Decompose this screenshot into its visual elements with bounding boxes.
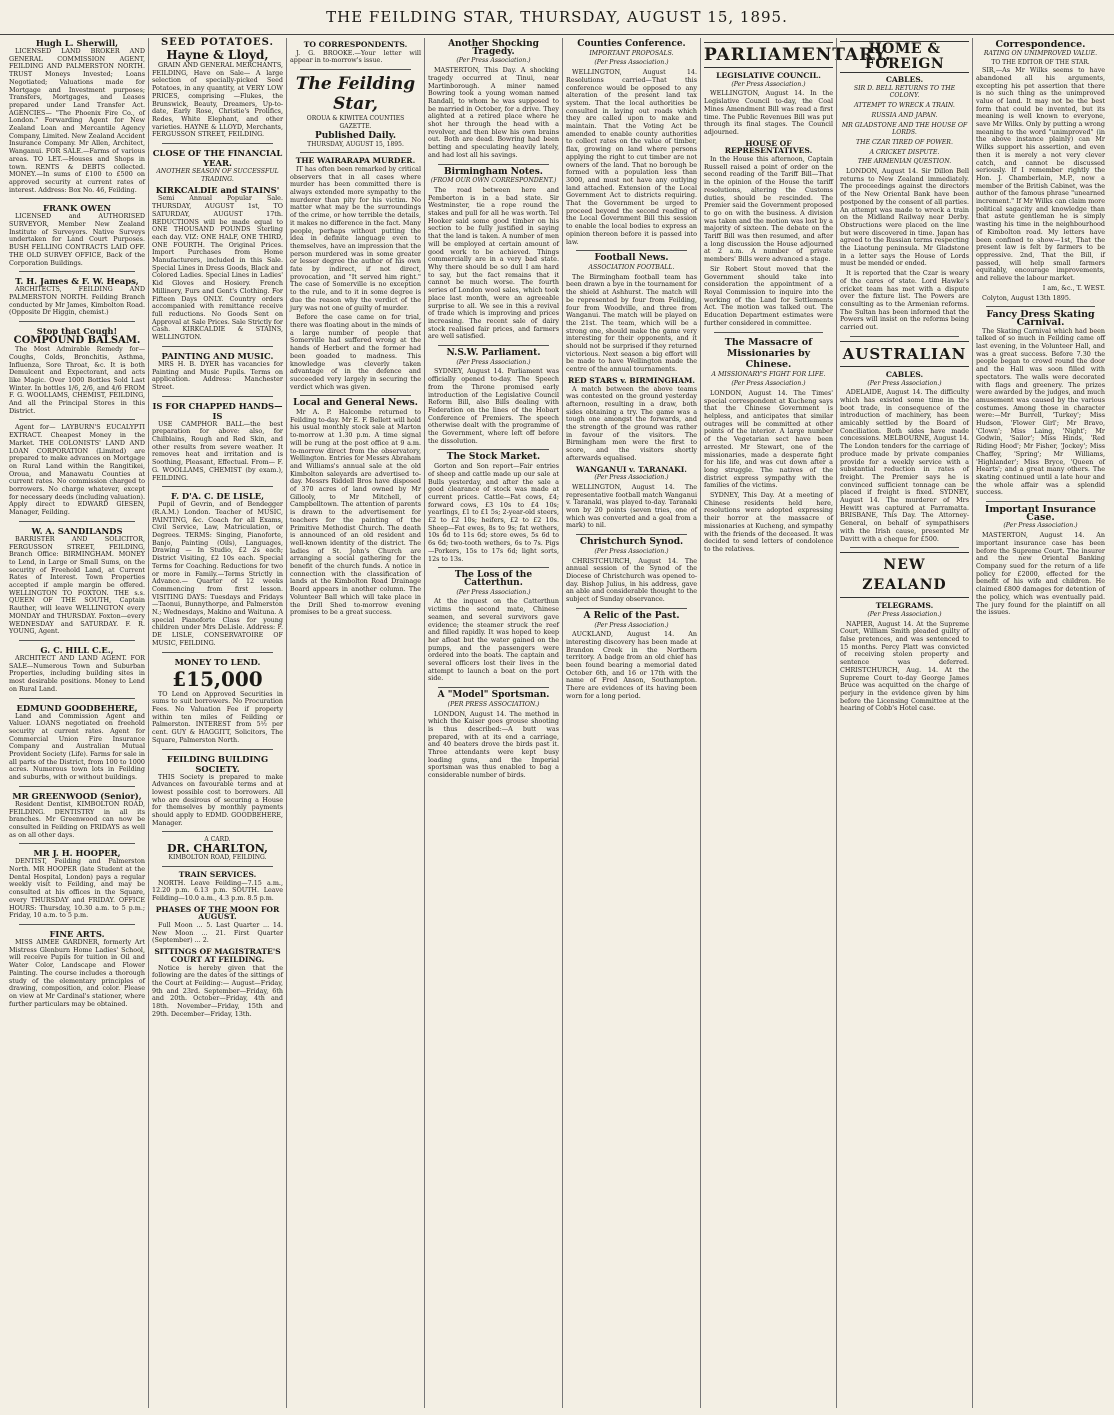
story-catterthun-body: At the inquest on the Catterthun victims the second mate, Chinese seamen, and several survivors gave evidence; the steamer struck the reef and filled rapidly. It was hoped to keep her afloat but the water gained on the pumps, and the passengers were ordered into the boats. The captain and several officers lost their lives in the attempt to launch a boat on the port side. xyxy=(428,597,559,683)
nz-heading: NEW ZEALAND xyxy=(840,552,969,598)
divider xyxy=(576,534,687,535)
masthead xyxy=(0,0,1114,35)
ad-painting-music-title: PAINTING AND MUSIC. xyxy=(161,350,274,361)
divider xyxy=(300,395,411,396)
divider xyxy=(19,786,135,787)
moon-body: Full Moon ... 5. Last Quarter ... 14. New Moon ... 21. First Quarter (September) ... 2. xyxy=(152,921,283,945)
correspondence-body: SIR,—As Mr Wilks seems to have abandoned all his arguments, excepting his pet assertion that there is no such thing as the unimproved value of land. It may not be the best form that could be invented, but its meaning is well known to everyone, save Mr Wilks. Only by putting a wrong meaning to the word "unimproved" (in the above instance plainly) can Mr Wilks support his assertion, and even then it is merely a not very clever catch, and cannot be discussed seriously. If I remember rightly the Hon. J. Chamberlain, M.P., now a member of the British Cabinet, was the author of the famous phrase "unearned increment." If Mr Wilks can claim more political sagacity and knowledge than that astute gentleman he is simply wasting his time in the neighbourhood of Kimbolton road. My letters have been confined to show—1st, That the present law is felt by farmers to be oppressive. 2nd, That the Bill, if passed, will help small farmers equitably, encourage improvements, and relieve the labour market. xyxy=(976,66,1105,283)
story-catterthun-title: The Loss of the Catterthun. xyxy=(454,570,533,588)
story-sportsman-body: LONDON, August 14. The method in which the Kaiser goes grouse shooting is thus described:—A butt was prepared, with at its end a carriage, and 40 beaters drove the birds past it. Three attendants were kept busy loading guns, and the Imperial sportsman was thus enabled to bag a considerable number of birds. xyxy=(428,709,559,780)
ad-painting-music-body: MRS H. B. DYER has vacancies for Painting and Music Pupils. Terms on application. Address: Manchester Street. xyxy=(152,359,283,391)
column-8 xyxy=(972,38,1108,1408)
story-nsw-body: SYDNEY, August 14. Parliament was officially opened to-day. The Speech from the Throne promised early introduction of the Legislative Council Reform Bill, also Bills dealing with Federation on the lines of the Hobart Conference of Premiers. The speech otherwise dealt with the programme of the Government, where left off before the dissolution. xyxy=(428,367,559,445)
insurance-heading: Important Insurance Case. xyxy=(984,504,1097,523)
ad-sherwill-body: LICENSED LAND BROKER AND GENERAL COMMISSION AGENT, FEILDING AND PALMERSTON NORTH. TRUST Moneys Invested; Loans Negotiated; Valuations made for Mortgage and Investment purposes; Transfers, Mortgages, and Leases prepared under Land Transfer Act. AGENCIES— "The Phoenix Fire Co., of London." Forwarding Agent for New Zealand Loan and Mercantile Agency Company, Limited. New Zealand Accident Insurance Company. Mr Allen, Architect, Wanganui. FOR SALE.—Farms of various areas. TO LET.—Houses and Shops in town. RENTS & DEBTS collected. MONEY.—In sums of £100 to £500 on approved security at current rates of interest. Address: Box No. 46, Feilding. xyxy=(9,47,145,194)
massacre-heading: The Massacre of Missionaries by Chinese. xyxy=(724,336,813,370)
story-relic-title: A Relic of the Past. xyxy=(583,610,680,621)
ad-chapped-hands-title: IS FOR CHAPPED HANDS—IS xyxy=(152,400,283,421)
skating-body: The Skating Carnival which had been talked of so much in Feilding came off last evening, in the Volunteer Hall, and was a great success. Before 7.30 the people began to crowd round the door and the Hall was soon filled with spectators. The walls were decorated with flags and greenery. The prizes were awarded by the judges, and much amusement was caused by the various costumes. Among those in character were:—Mr Burrell, 'Turkey'; Miss Hudson, 'Flower Girl'; Mr Bravo, 'Clown'; Miss Laing, 'Night'; Mr Godwin, 'Sailor'; Miss Hinds, 'Red Riding Hood'; Mr Fisher, 'Jockey'; Miss Chaffey, 'Spring'; Mr Williams, 'Highlander'; Miss Bryce, 'Queen of Hearts'; and a great many others. The skating continued until a late hour and the whole affair was a splendid success. xyxy=(976,326,1105,497)
ad-james-heaps-body: ARCHITECTS, FEILDING AND PALMERSTON NORTH. Feilding Branch conducted by Mr James, Kimbolton Road. (Opposite Dr Higgin, chemist.) xyxy=(9,285,145,317)
nz-sub: (Per Press Association.) xyxy=(867,610,942,618)
nz-body: NAPIER, August 14. At the Supreme Court, William Smith pleaded guilty of false pretences, and was sentenced to 15 months. Percy Platt was convicted of receiving stolen property and sentence was deferred. CHRISTCHURCH, Aug. 14. At the Supreme Court to-day George James Bruce was acquitted on the charge of perjury in the evidence given by him before the Licensing Committee at the hearing of Cobb's Hotel case. xyxy=(840,619,969,713)
cable-sub-3: RUSSIA AND JAPAN. xyxy=(871,111,938,119)
australian-heading: AUSTRALIAN xyxy=(840,341,969,367)
divider xyxy=(438,687,549,688)
council-sub: (Per Press Association.) xyxy=(731,80,806,88)
divider xyxy=(300,69,411,70)
ad-financial-year-title: CLOSE OF THE FINANCIAL YEAR. xyxy=(152,148,283,169)
correspondence-heading: Correspondence. xyxy=(995,39,1086,50)
divider xyxy=(19,271,135,272)
ad-colonists-body: Agent for— LAYBURN'S EUCALYPTI EXTRACT. Cheapest Money in the Market. THE COLONISTS' LAND AND LOAN CORPORATION (Limited) are prepared to make advances on Mortgage on Rural Land within the Rangitikei, Oroua, and Manawatu Counties at current rates. No commission charged to borrowers. No charge whatever, except for necessary deeds (including valuation). Apply direct to EDWARD GIESEN, Manager, Feilding. xyxy=(9,423,145,517)
house-body-1: In the House this afternoon, Captain Russell raised a point of order on the second reading of the Tariff Bill—That in the opinion of the House the tariff resolutions, altering the Customs duties, should be rescinded. The Premier said the Government proposed to go on with the business. A division was taken and the motion was lost by a majority of sixteen. The debate on the Tariff Bill was then resumed, and after a long discussion the House adjourned at 2 a.m. A number of private members' Bills were advanced a stage. xyxy=(704,155,833,264)
cable-sub-4: MR GLADSTONE AND THE HOUSE OF LORDS. xyxy=(841,121,968,137)
local-news-title: Local and General News. xyxy=(293,398,418,409)
council-body: WELLINGTON, August 14. In the Legislative Council to-day, the Coal Mines Amendment Bill was read a first time. The Public Revenues Bill was put through its final stages. The Council adjourned. xyxy=(704,89,833,136)
divider xyxy=(162,831,273,832)
massacre-body-1: LONDON, August 14. The Times' special correspondent at Kucheng says that the Chinese Government is helpless, and anticipates that similar outrages will be committed at other points of the interior. A large number of the Vegetarian sect have been arrested. Mr Stewart, one of the missionaries, made a desperate fight for his life, and was cut down after a long struggle. The natives of the district express sympathy with the families of the victims. xyxy=(704,388,833,490)
ad-financial-year-sub: ANOTHER SEASON OF SUCCESSFUL TRADING. xyxy=(156,168,279,183)
parliamentary-heading: PARLIAMENTARY. xyxy=(704,42,833,68)
to-editor: TO THE EDITOR OF THE STAR. xyxy=(991,59,1090,67)
correspondence-signature-2: Colyton, August 13th 1895. xyxy=(982,293,1071,302)
story-counties-sub: IMPORTANT PROPOSALS. xyxy=(589,49,674,57)
house-body-2: Sir Robert Stout moved that the Government should take into consideration the appointment of a Royal Commission to inquire into the working of the Land for Settlements Act. The motion was talked out. The Education Department estimates were further considered in committee. xyxy=(704,264,833,327)
ad-sandilands-body: BARRISTER AND SOLICITOR, FERGUSSON STREET, FEILDING, Branch Office: BIRMINGHAM. MONEY to Lend, in Large or Small Sums, on the security of Freehold Land, at Current Rates of Interest. Town Properties accepted if ample margin be offered. WELLINGTON TO FOXTON. THE s.s. QUEEN OF THE SOUTH, Captain Rauther, will leave WELLINGTON every MONDAY and THURSDAY. Foxton—every WEDNESDAY and SATURDAY. F. R. YOUNG, Agent. xyxy=(9,534,145,636)
story-wanganui-title: WANGANUI v. TARANAKI. xyxy=(576,464,687,474)
local-news-body: Mr A. P. Halcombe returned to Feilding to-day. Mr E. F. Bellett will hold his usual monthly stock sale at Marton to-morrow at 1.30 p.m. A time signal will be rung at the post office at 9 a.m. to-morrow direct from the observatory, Wellington. Entries for Messrs Abraham and Williams's annual sale at the old Kimbolton saleyards are advertised to-day. Messrs Riddell Bros have disposed of 370 acres of land owned by Mr Gillooly, to Mr Mitchell, of Campbelltown. The attention of parents is drawn to the advertisement for teachers for the painting of the Primitive Methodist Church. The death is announced of an old resident and well-known identity of the district. The ladies of St. John's Church are arranging a social gathering for the benefit of the church funds. A notice in connection with the classification of lands at the Kimbolton Road Drainage Board appears in another column. The Volunteer Ball which will take place in the Drill Shed to-morrow evening promises to be a great success. xyxy=(290,408,421,617)
story-birmingham-sub: (FROM OUR OWN CORRESPONDENT.) xyxy=(430,177,557,185)
story-stock-body: Gorton and Son report—Fair entries of sheep and cattle made up our sale at Bulls yesterday, and after the sale a good clearance of stock was made at current prices. Cattle—Fat cows, £4; forward cows, £3 10s to £4 10s; yearlings, £1 to £1 5s; 2-year-old steers, £2 to £2 10s; heifers, £2 to £2 10s. Sheep—Fat ewes, 8s to 9s; fat wethers, 10s 6d to 11s 6d; store ewes, 5s 6d to 6s 6d; two-tooth wethers, 6s to 7s. Pigs—Porkers, 15s to 17s 6d; light sorts, 12s to 13s. xyxy=(428,462,559,563)
ad-balsam-name: COMPOUND BALSAM. xyxy=(13,335,141,347)
story-relic-body: AUCKLAND, August 14. An interesting discovery has been made at Brandon Creek in the Northern territory. A badge from an old chief has been found bearing a memorial dated October 6th, and 16 or 17th with the name of Fred Anson, Southampton. There are evidences of its having been worn for a long period. xyxy=(566,630,697,700)
ad-hooper-body: DENTIST, Feilding and Palmerston North. MR HOOPER (late Student at the Dental Hospital, London) pays a regular weekly visit to Feilding, and may be consulted at his offices in the Square, every THURSDAY and FRIDAY. OFFICE HOURS: Thursday, 10.30 a.m. to 5 p.m.; Friday, 10 a.m. to 5 p.m. xyxy=(9,857,145,920)
correspondents-title: TO CORRESPONDENTS. xyxy=(303,40,408,49)
story-counties-sub2: (Per Press Association.) xyxy=(594,59,669,67)
ad-fine-arts-body: MISS AIMEE GARDNER, formerly Art Mistress Glenburn Home Ladies' School, will receive Pupils for tuition in Oil and Water Color, Landscape and Flower Painting. The course includes a thorough study of the elementary principles of drawing, composition, and color. Please on view at Mr Cardinal's stationer, where further particulars may be obtained. xyxy=(9,937,145,1008)
ad-card-title: A CARD. xyxy=(204,836,231,844)
divider xyxy=(438,164,549,165)
massacre-sub: A MISSIONARY'S FIGHT FOR LIFE. xyxy=(711,370,826,378)
moon-title: PHASES OF THE MOON FOR AUGUST. xyxy=(155,904,280,922)
divider xyxy=(162,866,273,867)
insurance-body: MASTERTON, August 14. An important insurance case has been before the Supreme Court. The insurer and the new Oriental Banking Company sued for the return of a life policy for £2000, effected for the benefit of his wife and children. He claimed £800 damages for detention of the policy, which was eventually paid. The jury found for the plaintiff on all the issues. xyxy=(976,531,1105,617)
story-nsw-sub: (Per Press Association.) xyxy=(456,358,531,366)
ad-charlton-body: KIMBOLTON ROAD, FEILDING. xyxy=(168,854,267,862)
paper-date: THURSDAY, AUGUST 15, 1895. xyxy=(307,140,404,148)
story-birmingham-body: The road between here and Pemberton is in a bad state. Sir Westminster, tie a rope round the stakes and pull for all he was worth. Tel Hooker said some good timber on his section to be fully justified in saying that the land is taken. A number of men will be employed at certain amount of good work to be achieved. Things commercially are in a very bad state. Why there should be so dull I am hard to say, but the fact remains that it cannot be much worse. The fourth series of London wool sales, which took place last month, were an agreeable surprise to all. We see in this a revival of trade which is improving and prices increasing. The recent sale of dairy stock realised fair prices, and farmers are well satisfied. xyxy=(428,185,559,341)
divider xyxy=(19,843,135,844)
australian-sub: (Per Press Association.) xyxy=(867,379,942,387)
ad-greenwood-name: MR GREENWOOD (Senior), xyxy=(12,790,142,801)
ad-goodbehere-body: Land and Commission Agent and Valuer. LOANS negotiated on freehold security at current rates. Agent for Commercial Union Fire Insurance Company and Australian Mutual Provident Society (Life). Farms for sale in all parts of the District, from 100 to 1000 acres. Numerous town lots in Feilding and suburbs, with or without buildings. xyxy=(9,711,145,782)
massacre-sub2: (Per Press Association.) xyxy=(731,380,806,388)
divider xyxy=(714,332,823,333)
story-nsw-title: N.S.W. Parliament. xyxy=(446,348,541,359)
ad-sandilands-name: W. A. SANDILANDS xyxy=(31,525,123,536)
story-football-body: The Birmingham football team has been drawn a bye in the tournament for the shield at Ashhurst. The match will be represented by four from Feilding, four from Woodville, and three from Wanganui. The match will be played on the 21st. The team, which will be a strong one, should make the game very interesting for their opponents, and it should not be surprised if they returned victorious. Next season a big effort will be made to have Wellington made the centre of the annual tournaments. xyxy=(566,272,697,374)
divider xyxy=(162,143,273,144)
story-catterthun-sub: (Per Press Association.) xyxy=(456,588,531,596)
cable-sub-6: A CRICKET DISPUTE. xyxy=(869,148,940,156)
divider xyxy=(19,640,135,641)
ad-kirkcaldie-body: Semi Annual Popular Sale. THURSDAY, AUGUST 1st, TO SATURDAY, AUGUST 17th. REDUCTIONS will be made equal to ONE THOUSAND POUNDS Sterling each day. VIZ: ONE HALF, ONE THIRD, ONE FOURTH. The Original Prices. Import Purchases from Home Manufacturers, included in this Sale. Special Lines in Dress Goods, Black and Colored Ladies. Special Lines in Ladies' Kid Gloves and Hosiery. French Millinery, Furs and Gent's Clothing. For Fifteen Days ONLY. Country orders accompanied with remittance receive full reductions. No Goods Sent on Approval at Sale Prices. Sale Strictly for Cash. KIRKCALDIE & STAINS, WELLINGTON. xyxy=(152,194,283,342)
divider xyxy=(19,924,135,925)
paper-title: The Feilding Star, xyxy=(295,74,416,115)
ad-building-society-title: FEILDING BUILDING SOCIETY. xyxy=(166,753,269,774)
divider xyxy=(162,749,273,750)
trains-title: TRAIN SERVICES. xyxy=(178,869,257,879)
lead-body-2: Before the case came on for trial, there was floating about in the minds of a large number of people that Somerville had suffered wrong at the hands of Herbert and the former had been goaded to madness. This knowledge was cleverly taken advantage of in the defence and succeeded very largely in securing the verdict which was given. xyxy=(290,313,421,391)
lead-body-1: IT has often been remarked by critical observers that in all cases where murder has been committed there is always extended more sympathy to the murderer than pity for his victim. No matter what may be the surroundings of the crime, or how terrible the details, it makes no difference in the fact. Many people, perhaps without putting the idea in definite language even to themselves, have an impression that the person murdered was in some greater or lesser degree the author of his own fate by indirect, if not direct, provocation, and "It served him right." The case of Somerville is no exception to the rule, and to it in some degree is due the reason why the verdict of the jury was not one of guilty of murder. xyxy=(290,164,421,312)
australian-body: ADELAIDE, August 14. The difficulty which has existed some time in the boot trade, in consequence of the introduction of machinery, has been amicably settled by the Board of Conciliation. Both sides have made concessions. MELBOURNE, August 14. The London tenders for the carriage of produce made by private companies provide for a weekly service with a substantial reduction in rates of freight. The Premier says he is convinced sufficient tonnage can be placed if freight is fixed. SYDNEY, August 14. The murderer of Mrs Hewitt was captured at Parramatta. BRISBANE, This Day. The Attorney-General, on behalf of sympathisers with the Irish cause, presented Mr Davitt with a cheque for £500. xyxy=(840,388,969,543)
correspondence-sub: RATING ON UNIMPROVED VALUE. xyxy=(983,49,1098,57)
ad-sherwill-name: Hugh L. Sherwill, xyxy=(35,38,119,48)
home-foreign-heading: HOME & FOREIGN xyxy=(840,41,969,73)
story-counties-body: WELLINGTON, August 14. Resolutions carried—That this conference would be opposed to any alteration of the present land tax system. That the local authorities be consulted in laying out roads which they are called upon to make and maintain. That the Voting Act be amended to enable county authorities to collect rates on the value of timber, flax, growing on land where persons applying the right to cut timber are not owners of the land. That no borough be formed with a population less than 3000, and must not have any outlying land attached. Extension of the Local Government Act to districts requiring. That the Government be urged to proceed beyond the second reading of the Local Government Bill this session to enable the local bodies to express an opinion thereon before it is passed into law. xyxy=(566,68,697,246)
trains-body: NORTH. Leave Feilding—7.15 a.m., 12.20 p.m. 6.13 p.m. SOUTH. Leave Feilding—10.0 a.m., 4.3 p.m. 8.5 p.m. xyxy=(152,878,283,902)
ad-fine-arts-title: FINE ARTS. xyxy=(49,928,105,939)
ad-money-title: MONEY TO LEND. xyxy=(174,656,261,667)
home-cables-body-1: LONDON, August 14. Sir Dillon Bell returns to New Zealand immediately. The proceedings against the directors of the New Oriental Bank have been postponed by the consent of all parties. An attempt was made to wreck a train on the Midland Railway near Derby. Obstructions were placed on the line but were discovered in time. Japan has agreed to the Russian terms respecting the Liaotung peninsula. Mr Gladstone in a letter says the House of Lords must be mended or ended. xyxy=(840,167,969,268)
divider xyxy=(986,306,1095,307)
ad-cough-title: Stop that Cough! xyxy=(36,326,118,337)
divider xyxy=(162,346,273,347)
divider xyxy=(850,547,959,548)
ad-money-amount: £15,000 xyxy=(172,666,263,691)
ad-building-society-body: THIS Society is prepared to make Advances on favourable terms and at lowest possible cost to borrowers. All who are desirous of securing a House for themselves by monthly payments should apply to EDMD. GOODBEHERE, Manager. xyxy=(152,772,283,827)
divider xyxy=(162,396,273,397)
divider xyxy=(19,698,135,699)
story-counties-title: Counties Conference. xyxy=(577,39,686,49)
court-title: SITTINGS OF MAGISTRATE'S COURT AT FEILDING. xyxy=(154,947,281,964)
ad-hayne-lloyd-name: Hayne & Lloyd, xyxy=(166,48,269,62)
ad-hill-name: G. C. HILL C.E., xyxy=(40,645,114,655)
story-tragedy-title: Another Shocking Tragedy. xyxy=(448,39,539,57)
divider xyxy=(438,567,549,568)
paper-subtitle: OROUA & KIWITEA COUNTIES GAZETTE. xyxy=(306,115,405,130)
divider xyxy=(162,652,273,653)
divider xyxy=(300,152,411,153)
australian-cables-heading: CABLES. xyxy=(885,369,924,379)
council-heading: LEGISLATIVE COUNCIL. xyxy=(716,71,821,80)
column-7 xyxy=(836,38,972,1408)
divider xyxy=(19,419,135,420)
story-sportsman-title: A "Model" Sportsman. xyxy=(437,690,550,701)
story-tragedy-body: MASTERTON, This Day. A shocking tragedy occurred at Tinui, near Martinborough. A miner named Bowring took a young woman named Randall, to whom he was supposed to be married in October, for a drive. They alighted at a retired place where he shot her through the head with a revolver, and then blew his own brains out. Both are dead. Bowring had been betting and speculating heavily lately, and had lost all his savings. xyxy=(428,66,559,159)
ad-kirkcaldie-name: KIRKCALDIE and STAINS' xyxy=(155,185,280,196)
divider xyxy=(438,345,549,346)
column-6 xyxy=(700,38,892,1408)
skating-heading: Fancy Dress Skating Carnival. xyxy=(986,309,1095,328)
home-cables-body-2: It is reported that the Czar is weary of the cares of state. Lord Hawke's cricket team has met with a dispute over the fixture list. The Powers are consulting as to the Armenian reforms. The Sultan has been informed that the Powers will insist on the reforms being carried out. xyxy=(840,269,969,332)
column-1 xyxy=(6,38,148,1408)
divider xyxy=(438,449,549,450)
cable-sub-5: THE CZAR TIRED OF POWER. xyxy=(856,138,953,146)
paper-published: Published Daily. xyxy=(314,130,396,141)
ad-delisle-body: Pupil of Gevrin, and of Bendegger (R.A.M.) London. Teacher of MUSIC, PAINTING, &c. Coach for all Exams, Civil Service, Law, Matriculation, or Degrees. TERMS: Singing, Pianoforte, Banjo, Painting (Oils), Languages, Drawing — In Studio, £2 2s each; District Visiting, £2 10s each. Special Terms for Coaching. Reductions for two or more in Family.—Terms Strictly in Advance.— Quarter of 12 weeks Commencing from first lesson. VISITING DAYS: Tuesdays and Fridays—Taonui, Bunnythorpe, and Palmerston N.; Wednesdays, Makino and Waituna. A special Pianoforte Class for young children under Mrs DeLisle. Address: F. DE LISLE, CONSERVATOIRE OF MUSIC, FEILDING. xyxy=(152,500,283,647)
page-columns xyxy=(6,38,1108,1408)
ad-goodbehere-name: EDMUND GOODBEHERE, xyxy=(16,702,138,713)
home-cables-heading: CABLES. xyxy=(885,75,924,84)
story-synod-title: Christchurch Synod. xyxy=(579,537,684,548)
massacre-body-2: SYDNEY, This Day. At a meeting of Chinese residents held here, resolutions were adopted expressing their horror at the massacre of missionaries at Kucheng, and sympathy with the friends of the deceased. It was decided to send letters of condolence to the relatives. xyxy=(704,491,833,553)
column-5 xyxy=(562,38,700,1408)
ad-owen-name: FRANK OWEN xyxy=(43,203,111,214)
ad-delisle-name: F. D'A. C. DE LISLE, xyxy=(170,491,265,502)
story-synod-sub: (Per Press Association.) xyxy=(594,547,669,555)
story-redstars-title: RED STARS v. BIRMINGHAM. xyxy=(567,375,696,385)
cable-sub-7: THE ARMENIAN QUESTION. xyxy=(857,158,952,166)
ad-balsam-body: The Most Admirable Remedy for— Coughs, Colds, Bronchitis, Asthma, Influenza, Sore Throat, &c. It is both Demulcent and Expectorant, and acts like Magic. Over 1000 Bottles Sold Last Winter. In bottles 1/6, 2/6, and 4/6 FROM F. G. WOOLLAMS, CHEMIST, FEILDING, And all the Principal Stores in this District. xyxy=(9,345,145,415)
cable-sub-1: SIR D. BELL RETURNS TO THE COLONY. xyxy=(853,84,956,100)
divider xyxy=(986,501,1095,502)
story-stock-title: The Stock Market. xyxy=(446,452,541,463)
divider xyxy=(19,198,135,199)
divider xyxy=(850,336,959,337)
story-tragedy-sub: (Per Press Association.) xyxy=(456,57,531,65)
court-body: Notice is hereby given that the following are the dates of the sittings of the Court at Feilding:— August—Friday, 9th and 23rd. September—Friday, 6th and 20th. October—Friday, 4th and 18th. November—Friday, 15th and 29th. December—Friday, 13th. xyxy=(152,963,283,1018)
ad-james-heaps-name: T. H. James & F. W. Heaps, xyxy=(15,276,139,287)
story-relic-sub: (Per Press Association.) xyxy=(594,621,669,629)
ad-greenwood-body: Resident Dentist, KIMBOLTON ROAD, FEILDING. DENTISTRY in all its branches. Mr Greenwood can now be consulted in Feilding on FRIDAYS as well as on all other days. xyxy=(9,799,145,839)
divider xyxy=(19,321,135,322)
story-football-title: Football News. xyxy=(594,253,669,264)
ad-money-body: TO Lend on Approved Securities in sums to suit borrowers. No Procuration Fees. No Valuation Fee if property within ten miles of Feilding or Palmerston. INTEREST from 5½ per cent. GUY & HAGGITT, Solicitors, The Square, Palmerston North. xyxy=(152,689,283,744)
cable-sub-2: ATTEMPT TO WRECK A TRAIN. xyxy=(854,102,955,110)
story-birmingham-title: Birmingham Notes. xyxy=(444,166,543,177)
ad-charlton-name: DR. CHARLTON, xyxy=(167,842,268,856)
correspondence-signature: I am, &c., T. WEST. xyxy=(1042,283,1105,292)
story-wanganui-body: WELLINGTON, August 14. The representative football match Wanganui v. Taranaki, was played to-day. Taranaki won by 20 points (seven tries, one of which was converted and a goal from a mark) to nil. xyxy=(566,482,697,530)
divider xyxy=(19,521,135,522)
house-heading: HOUSE OF REPRESENTATIVES. xyxy=(724,138,813,156)
story-synod-body: CHRISTCHURCH, August 14. The annual session of the Synod of the Diocese of Christchurch was opened to-day. Bishop Julius, in his address, gave an able and considerable thought to the subject of Sunday observance. xyxy=(566,556,697,604)
divider xyxy=(162,486,273,487)
correspondents-body: J. G. BROOKE.—Your letter will appear in to-morrow's issue. xyxy=(290,48,421,65)
ad-hayne-lloyd-body: GRAIN AND GENERAL MERCHANTS, FEILDING, Have on Sale— A large selection of specially-picked Seed Potatoes, in any quantity, at VERY LOW PRICES, comprising —Flukes, the Brunswick, Beauty, Dreamers, Up-to-date, Early Rose, Christie's Prolifics, Redes, White Elephant, and other varieties. HAYNE & LLOYD, Merchants, FERGUSSON STREET, FEILDING. xyxy=(152,61,283,139)
ad-hooper-name: MR J. H. HOOPER, xyxy=(33,848,121,859)
divider xyxy=(576,250,687,251)
ad-owen-body: LICENSED and AUTHORISED SURVEYOR, Member New Zealand Institute of Surveyors. Native Surveys undertaken for Land Court Purposes. BUSH FELLING CONTRACTS LAID OFF. THE OLD SURVEY OFFICE, Back of the Corporation Buildings. xyxy=(9,212,145,267)
ad-chapped-hands-body: USE CAMPHOR BALL—the best preparation for above: also, for Chilblains, Rough and Red Skin, and other results from severe weather. It removes heat and irritation and is Soothing, Pleasant, Effectual. From— F. G. WOOLLAMS, CHEMIST (by exam.), FEILDING. xyxy=(152,419,283,482)
column-3 xyxy=(286,38,424,1408)
ad-hill-body: ARCHITECT AND LAND AGENT. FOR SALE—Numerous Town and Suburban Properties, including building sites in most desirable positions. Money to Lend on Rural Land. xyxy=(9,654,145,693)
lead-title: THE WAIRARAPA MURDER. xyxy=(295,156,416,166)
story-redstars-body: A match between the above teams was contested on the ground yesterday afternoon, resulting in a draw, both sides obtaining a try. The game was a tough one amongst the forwards, and the strength of the ground was rather in favour of the visitors. The Birmingham men were the first to score, and the visitors shortly afterwards equalised. xyxy=(566,384,697,462)
story-football-sub: ASSOCIATION FOOTBALL. xyxy=(588,263,675,271)
story-wanganui-sub: (Per Press Association.) xyxy=(594,474,669,482)
column-2 xyxy=(148,38,286,1408)
ad-seed-potatoes-title: SEED POTATOES. xyxy=(160,37,275,48)
divider xyxy=(576,608,687,609)
column-4 xyxy=(424,38,562,1408)
story-sportsman-sub: (PER PRESS ASSOCIATION.) xyxy=(447,700,540,708)
masthead-title: THE FEILDING STAR, THURSDAY, AUGUST 15, 1895. xyxy=(326,8,788,26)
nz-telegrams-heading: TELEGRAMS. xyxy=(875,601,934,611)
insurance-sub: (Per Press Association.) xyxy=(1003,522,1078,530)
